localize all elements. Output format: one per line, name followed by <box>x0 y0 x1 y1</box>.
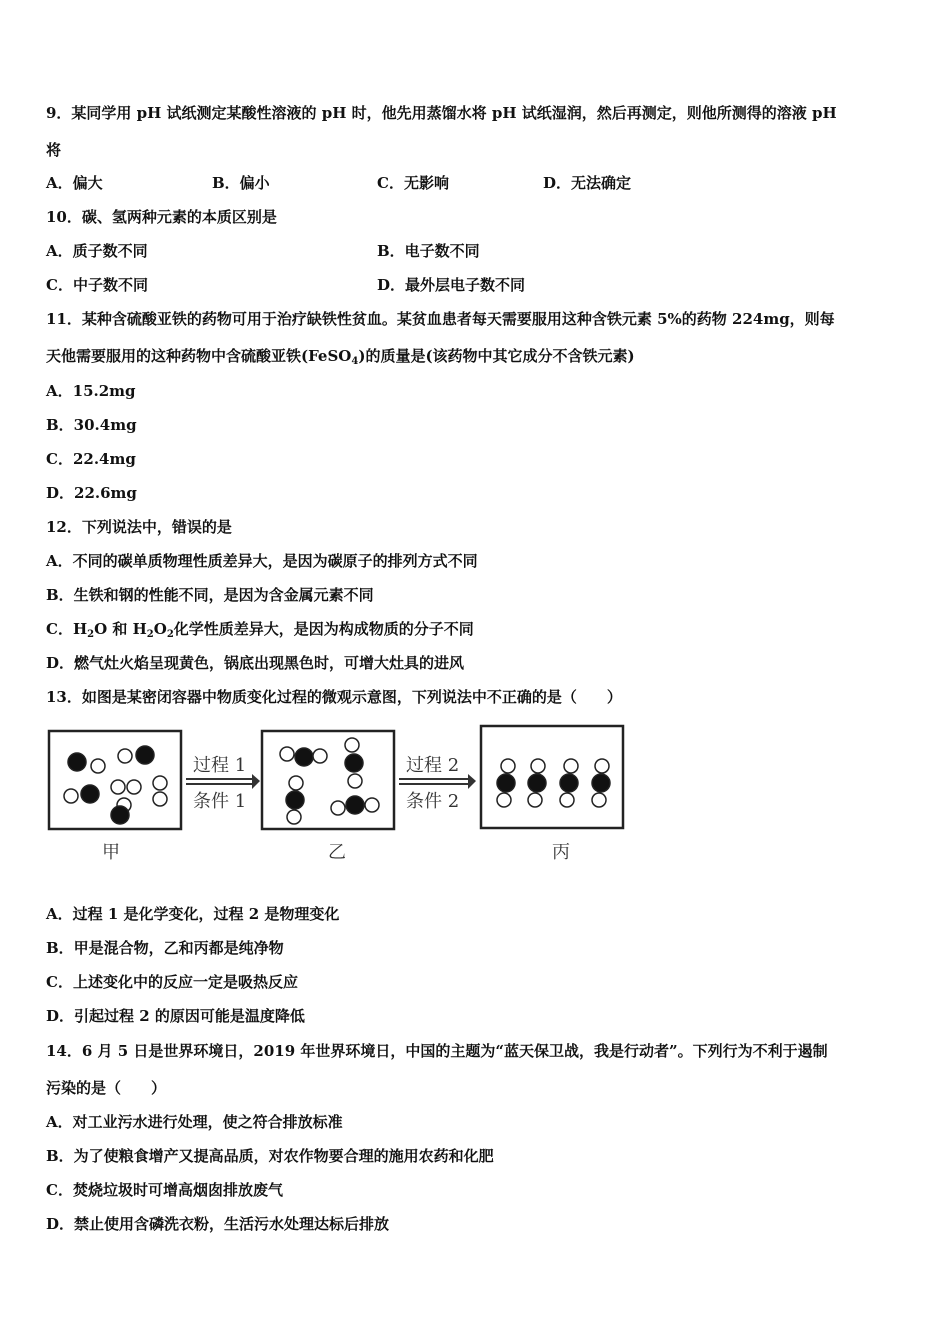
q10-option-d: D．最外层电子数不同 <box>377 276 526 294</box>
q14-option-a: A．对工业污水进行处理，使之符合排放标准 <box>46 1113 343 1131</box>
q12-option-d: D．燃气灶火焰呈现黄色，锅底出现黑色时，可增大灶具的进风 <box>46 654 465 672</box>
q11-option-c: C．22.4mg <box>46 450 136 468</box>
q14-option-c: C．焚烧垃圾时可增高烟囱排放废气 <box>46 1181 283 1199</box>
q9-option-a: A．偏大 <box>46 174 103 192</box>
q13-option-d: D．引起过程 2 的原因可能是温度降低 <box>46 1007 305 1025</box>
q9-stem-line2: 将 <box>46 141 62 159</box>
q12-c-part3: O <box>153 620 167 638</box>
q12-option-c <box>46 619 474 645</box>
q11-stem-line2-post: )的质量是(该药物中其它成分不含铁元素) <box>358 347 635 365</box>
q12-c-part2: O 和 H <box>94 620 147 638</box>
label-jia: 甲 <box>102 842 120 863</box>
q10-option-b: B．电子数不同 <box>377 242 480 260</box>
process-1-label: 过程 1 <box>193 755 247 776</box>
q9-option-c: C．无影响 <box>377 174 449 192</box>
q12-option-b: B．生铁和钢的性能不同，是因为含金属元素不同 <box>46 586 374 604</box>
q9-option-b: B．偏小 <box>212 174 270 192</box>
box-bing-molecules <box>497 759 610 807</box>
box-jia-molecules <box>64 746 167 824</box>
q12-c-sub2: 2 <box>146 629 154 640</box>
q12-c-sub3: 2 <box>166 629 174 640</box>
q10-stem: 10．碳、氢两种元素的本质区别是 <box>46 208 277 226</box>
q11-option-a: A．15.2mg <box>46 382 136 400</box>
q12-c-part1: C．H <box>46 620 88 638</box>
q14-stem-line1: 14．6 月 5 日是世界环境日，2019 年世界环境日，中国的主题为“蓝天保卫战，我是行动者”。下列行为不利于遏制 <box>46 1042 828 1060</box>
q13-stem: 13．如图是某密闭容器中物质变化过程的微观示意图，下列说法中不正确的是（ ） <box>46 688 622 706</box>
q13-option-b: B．甲是混合物，乙和丙都是纯净物 <box>46 939 284 957</box>
q9-option-d: D．无法确定 <box>543 174 632 192</box>
label-yi: 乙 <box>328 842 346 863</box>
q13-option-c: C．上述变化中的反应一定是吸热反应 <box>46 973 298 991</box>
arrow-process-1 <box>186 774 260 789</box>
q11-stem-line1: 11．某种含硫酸亚铁的药物可用于治疗缺铁性贫血。某贫血患者每天需要服用这种含铁元素 5%的药物 224mg，则每 <box>46 310 835 328</box>
condition-2-label: 条件 2 <box>406 791 460 812</box>
q11-option-b: B．30.4mg <box>46 416 137 434</box>
q14-option-d: D．禁止使用含磷洗衣粉，生活污水处理达标后排放 <box>46 1215 390 1233</box>
q10-option-a: A．质子数不同 <box>46 242 148 260</box>
q14-option-b: B．为了使粮食增产又提高品质，对农作物要合理的施用农药和化肥 <box>46 1147 494 1165</box>
q12-option-a: A．不同的碳单质物理性质差异大，是因为碳原子的排列方式不同 <box>46 552 478 570</box>
q11-stem-line2 <box>46 346 635 372</box>
q11-stem-line2-pre: 天他需要服用的这种药物中含硫酸亚铁(FeSO <box>46 347 352 365</box>
q14-stem-line2: 污染的是（ ） <box>46 1079 167 1097</box>
box-yi <box>262 731 394 829</box>
process-2-label: 过程 2 <box>406 755 460 776</box>
q12-c-sub1: 2 <box>87 629 95 640</box>
q12-c-part4: 化学性质差异大，是因为构成物质的分子不同 <box>173 620 474 638</box>
q11-formula-subscript: 4 <box>351 356 359 367</box>
condition-1-label: 条件 1 <box>193 791 247 812</box>
label-bing: 丙 <box>552 842 570 863</box>
q12-stem: 12．下列说法中，错误的是 <box>46 518 232 536</box>
q13-option-a: A．过程 1 是化学变化，过程 2 是物理变化 <box>46 905 340 923</box>
q9-stem-line1: 9．某同学用 pH 试纸测定某酸性溶液的 pH 时，他先用蒸馏水将 pH 试纸湿润，然后再测定，则他所测得的溶液 pH <box>46 104 837 122</box>
q13-molecule-diagram <box>46 723 636 868</box>
box-yi-molecules <box>280 738 379 824</box>
q10-option-c: C．中子数不同 <box>46 276 148 294</box>
arrow-process-2 <box>399 774 476 789</box>
q11-option-d: D．22.6mg <box>46 484 137 502</box>
